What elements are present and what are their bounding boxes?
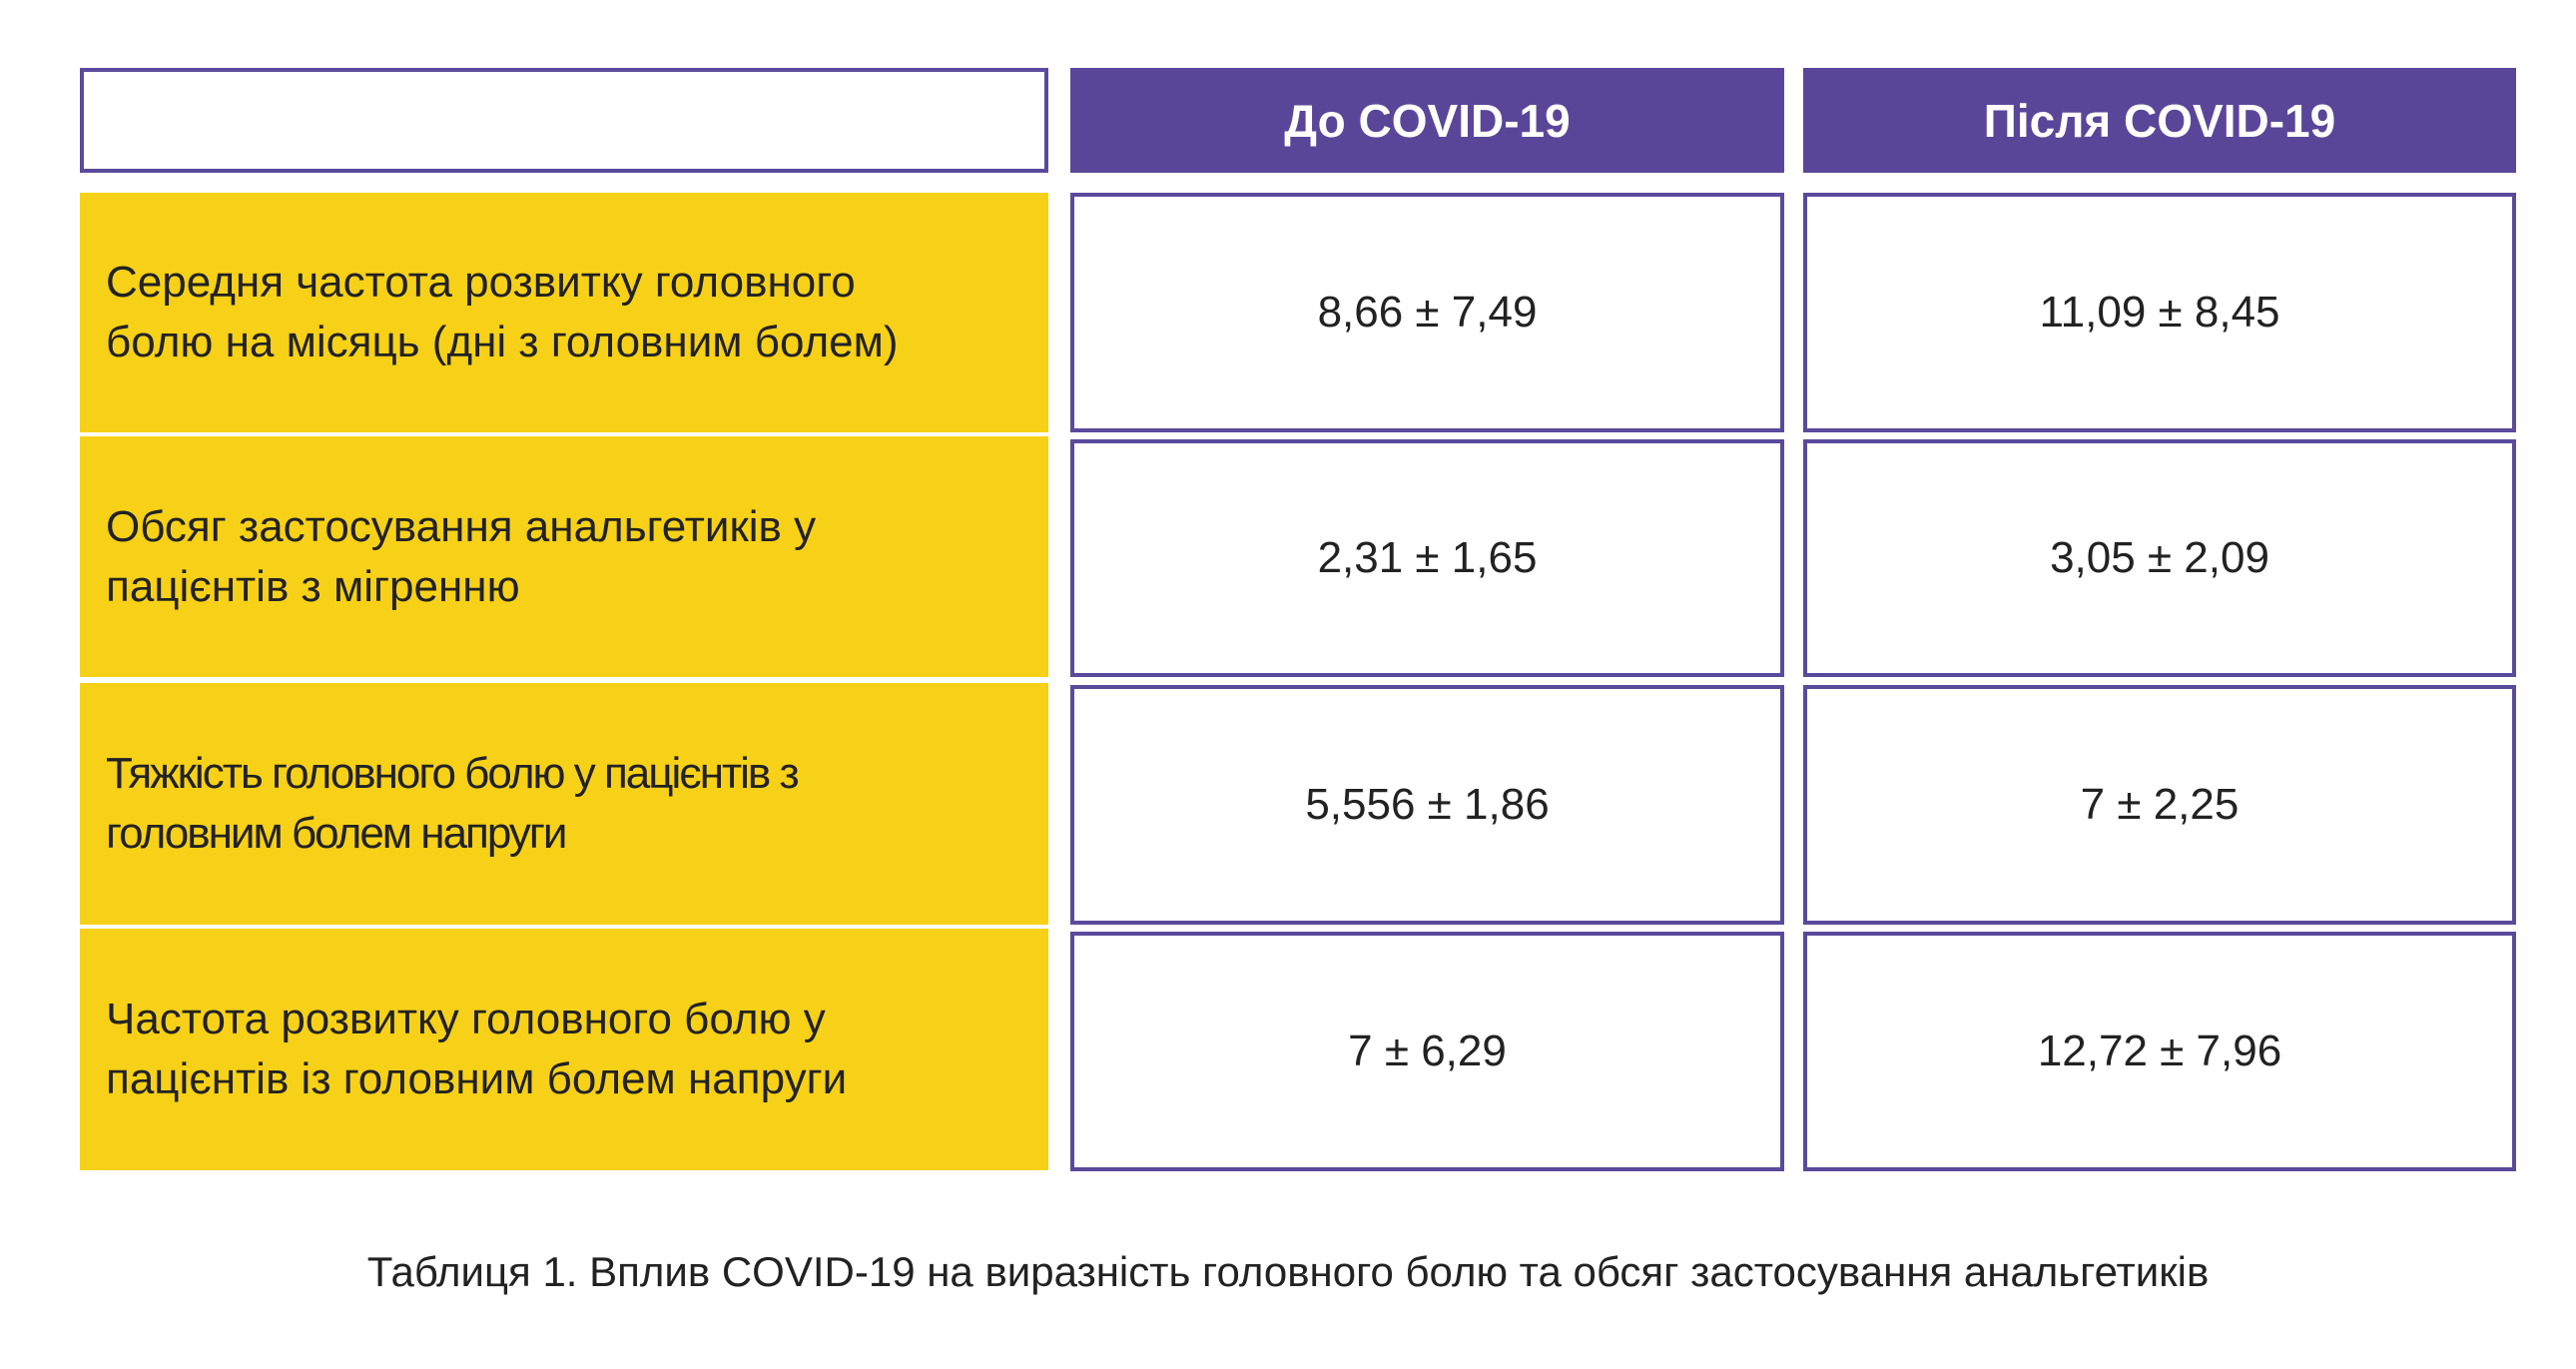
row-label-line: Тяжкість головного болю у пацієнтів з	[106, 749, 798, 798]
value-after: 11,09 ± 8,45	[1803, 193, 2516, 432]
value-after: 12,72 ± 7,96	[1803, 932, 2516, 1171]
value-after: 7 ± 2,25	[1803, 685, 2516, 925]
column-header-before: До COVID-19	[1070, 68, 1784, 173]
row-label	[80, 436, 1048, 677]
table-caption: Таблиця 1. Вплив COVID-19 на виразність головного болю та обсяг застосування анальгетиків	[366, 1248, 2210, 1295]
row-label-line: головним болем напруги	[106, 809, 566, 858]
table-corner-cell	[80, 68, 1048, 173]
row-label-line: пацієнтів з мігренню	[106, 561, 520, 611]
row-label	[80, 683, 1048, 925]
value-before: 5,556 ± 1,86	[1070, 685, 1784, 925]
value-before: 7 ± 6,29	[1070, 932, 1784, 1171]
row-label-line: болю на місяць (дні з головним болем)	[106, 318, 899, 366]
row-label-line: Середня частота розвитку головного	[106, 258, 856, 307]
row-label-line: Частота розвитку головного болю у	[106, 995, 826, 1043]
row-label	[80, 193, 1048, 432]
row-label	[80, 929, 1048, 1170]
value-after: 3,05 ± 2,09	[1803, 439, 2516, 677]
row-label-line: Обсяг застосування анальгетиків у	[106, 501, 817, 551]
value-before: 2,31 ± 1,65	[1070, 439, 1784, 677]
column-header-after: Після COVID-19	[1803, 68, 2516, 173]
value-before: 8,66 ± 7,49	[1070, 193, 1784, 432]
row-label-line: пацієнтів із головним болем напруги	[106, 1054, 848, 1103]
